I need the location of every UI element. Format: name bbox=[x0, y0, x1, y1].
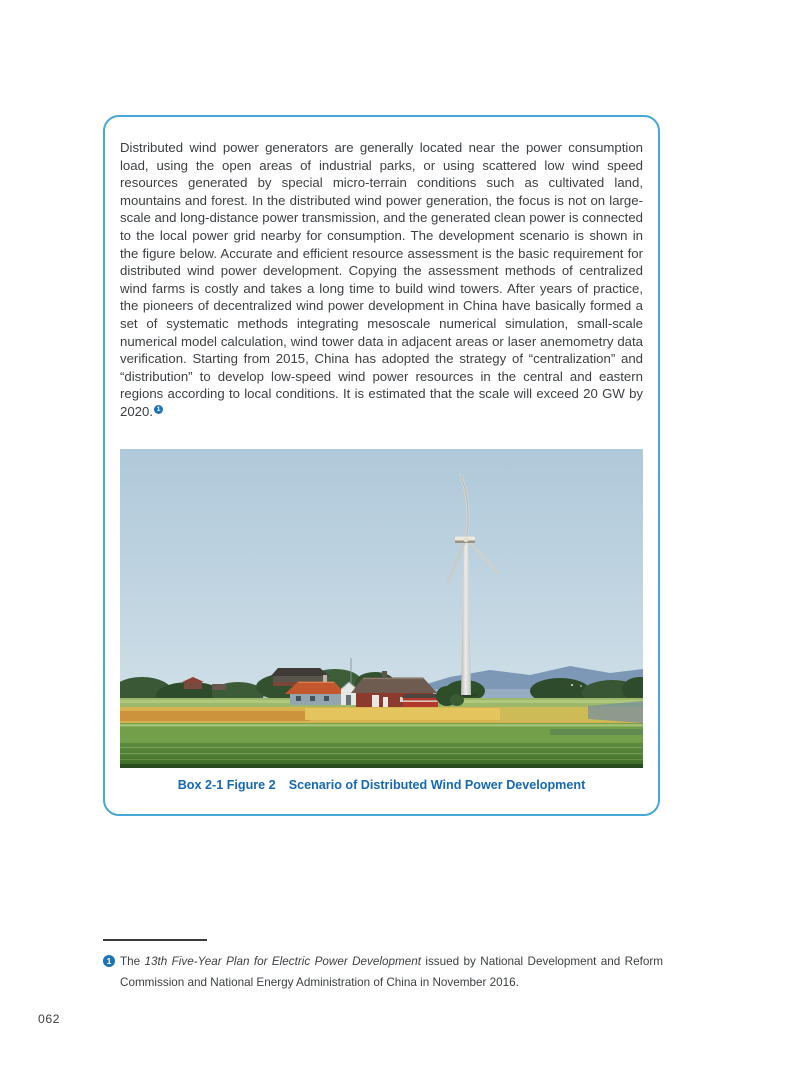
photo-foreground-grass bbox=[120, 743, 643, 768]
photo-fields bbox=[120, 701, 643, 747]
footnote-plan-title: 13th Five-Year Plan for Electric Power Development bbox=[144, 955, 421, 968]
body-paragraph bbox=[105, 117, 658, 421]
figure-caption bbox=[105, 778, 658, 792]
footnote-text bbox=[120, 951, 663, 993]
figure-photo bbox=[120, 449, 643, 768]
footnote-text-prefix: The bbox=[120, 955, 145, 968]
photo-sky bbox=[120, 449, 643, 703]
footnote-number-icon: 1 bbox=[103, 955, 115, 967]
footnote-text-suffix: issued by National Development and Reform Commission and National Energy Administration of China in November 2016. bbox=[120, 955, 663, 989]
page-number: 062 bbox=[38, 1012, 61, 1026]
figure-caption-label: Box 2-1 Figure 2 bbox=[177, 778, 276, 792]
footnote-marker-icon: 1 bbox=[154, 405, 163, 414]
footnote-separator bbox=[103, 939, 207, 941]
figure-caption-title: Scenario of Distributed Wind Power Development bbox=[288, 778, 586, 792]
footnote bbox=[103, 951, 663, 993]
body-paragraph-text: Distributed wind power generators are generally located near the power consumption load, using the open areas of industrial parks, or using scattered low wind speed resources generated by special micro-terrain conditions such as cultivated land, mountains and forest. In the distributed wind power generation, the focus is not on large-scale and long-distance power transmission, and the generated clean power is connected to the local power grid nearby for consumption. The development scenario is shown in the figure below. Accurate and efficient resource assessment is the basic requirement for distributed wind power development. Copying the assessment methods of centralized wind farms is costly and takes a long time to build wind towers. After years of practice, the pioneers of decentralized wind power development in China have basically formed a set of systematic methods integrating mesoscale numerical simulation, small-scale numerical model calculation, wind tower data in adjacent areas or laser anemometry data verification. Starting from 2015, China has adopted the strategy of “centralization” and “distribution” to develop low-speed wind power resources in the central and eastern regions according to local conditions. It is estimated that the scale will exceed 20 GW by 2020. bbox=[120, 140, 643, 419]
callout-box bbox=[103, 115, 660, 816]
